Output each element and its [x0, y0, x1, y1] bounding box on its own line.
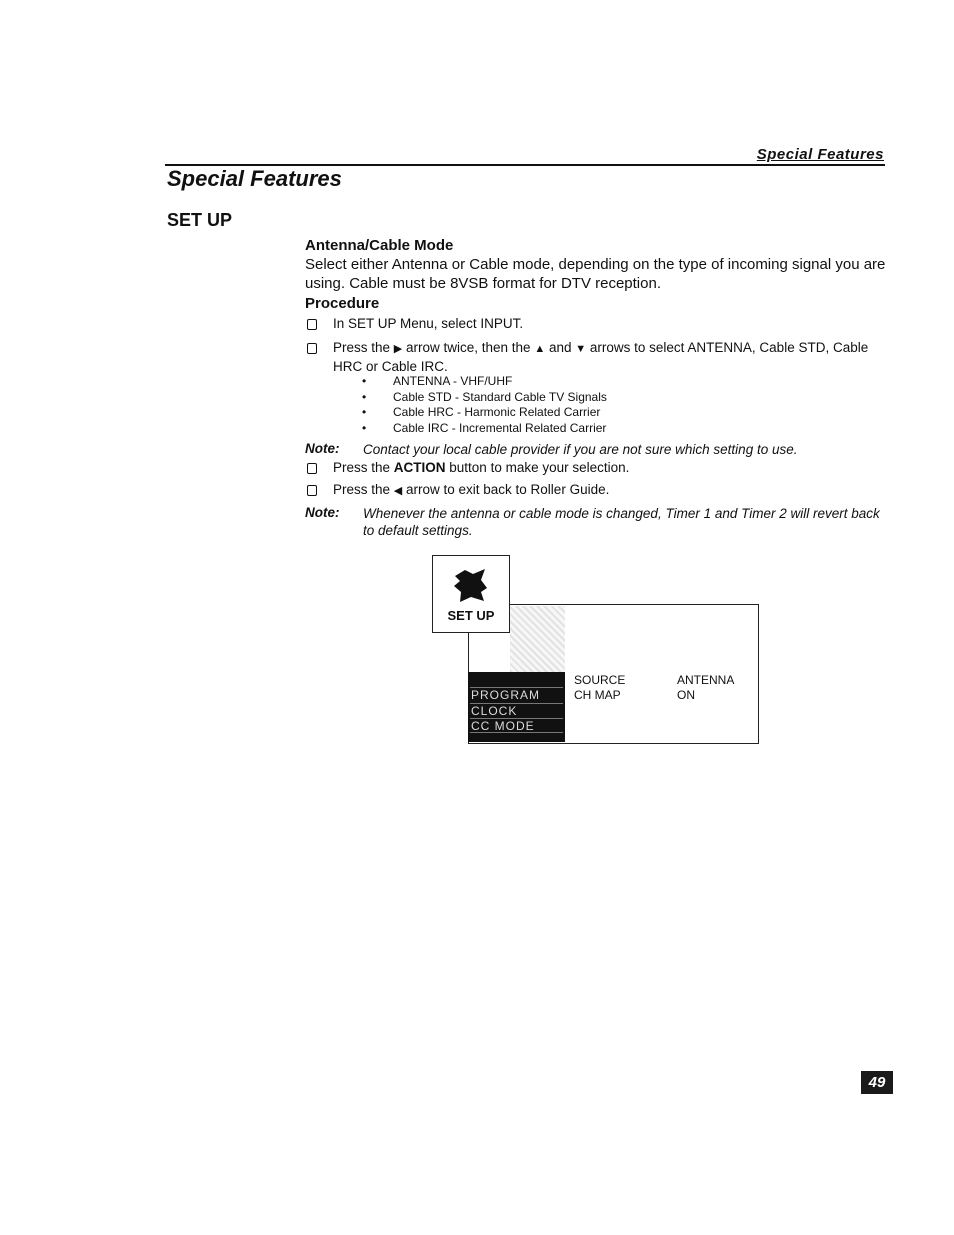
page-number: 49 — [861, 1071, 893, 1094]
bullet-text: Cable STD - Standard Cable TV Signals — [393, 390, 607, 404]
section-heading: SET UP — [167, 210, 233, 230]
bullet-icon: • — [362, 405, 367, 419]
procedure-step-2 — [305, 339, 890, 375]
step-3-text-b: button to make your selection. — [445, 460, 630, 475]
menu-item-cc-mode[interactable]: CC MODE — [470, 718, 563, 733]
step-4-text-b: arrow to exit back to Roller Guide. — [402, 482, 610, 497]
menu-list — [468, 672, 565, 742]
page-title: Special Features — [167, 166, 342, 191]
subsection-heading: Antenna/Cable Mode — [305, 237, 454, 254]
checkbox-icon — [307, 463, 317, 474]
menu-background-texture — [510, 606, 565, 672]
procedure-step-3 — [305, 459, 890, 476]
bullet-icon: • — [362, 421, 367, 435]
checkbox-icon — [307, 319, 317, 330]
step-4-text-a: Press the — [333, 482, 394, 497]
menu-item-clock[interactable]: CLOCK — [470, 703, 563, 718]
setup-icon — [451, 566, 491, 606]
menu-item-program[interactable]: PROGRAM — [470, 687, 563, 702]
setup-tab[interactable] — [432, 555, 510, 633]
note-label: Note: — [305, 441, 340, 456]
bullet-text: Cable IRC - Incremental Related Carrier — [393, 421, 607, 435]
up-arrow-icon: ▲ — [534, 343, 546, 355]
right-arrow-icon: ▶ — [393, 343, 403, 355]
note-text: Contact your local cable provider if you are not sure which setting to use. — [363, 442, 798, 457]
field-value-source[interactable]: ANTENNA — [677, 673, 735, 687]
bullet-icon: • — [362, 390, 367, 404]
note-label: Note: — [305, 505, 340, 520]
step-2-text-c: and — [545, 340, 576, 355]
checkbox-icon — [307, 485, 317, 496]
field-label-source: SOURCE — [574, 673, 626, 687]
bullet-icon: • — [362, 374, 367, 388]
note-text: Whenever the antenna or cable mode is changed, Timer 1 and Timer 2 will revert back to default settings. — [363, 506, 880, 538]
field-label-ch-map: CH MAP — [574, 688, 621, 702]
step-2-text-a: Press the — [333, 340, 394, 355]
step-3-text-a: Press the — [333, 460, 394, 475]
setup-tab-label: SET UP — [447, 608, 495, 623]
left-arrow-icon: ◀ — [393, 485, 403, 497]
intro-paragraph: Select either Antenna or Cable mode, depending on the type of incoming signal you are using. Cable must be 8VSB format for DTV reception. — [305, 256, 886, 292]
step-2-text-b: arrow twice, then the — [402, 340, 535, 355]
checkbox-icon — [307, 343, 317, 354]
action-button-label: ACTION — [393, 460, 446, 475]
bullet-text: Cable HRC - Harmonic Related Carrier — [393, 405, 601, 419]
down-arrow-icon: ▼ — [575, 343, 587, 355]
field-value-ch-map[interactable]: ON — [677, 688, 695, 702]
step-1-text: In SET UP Menu, select INPUT. — [333, 316, 524, 331]
step-2-text-d: arrows to select ANTENNA, Cable STD, Cable HRC or Cable IRC. — [333, 340, 869, 374]
procedure-step-4 — [305, 481, 890, 500]
running-header: Special Features — [756, 146, 884, 163]
procedure-step-1 — [305, 315, 890, 332]
procedure-heading: Procedure — [305, 295, 380, 312]
bullet-text: ANTENNA - VHF/UHF — [393, 374, 513, 388]
